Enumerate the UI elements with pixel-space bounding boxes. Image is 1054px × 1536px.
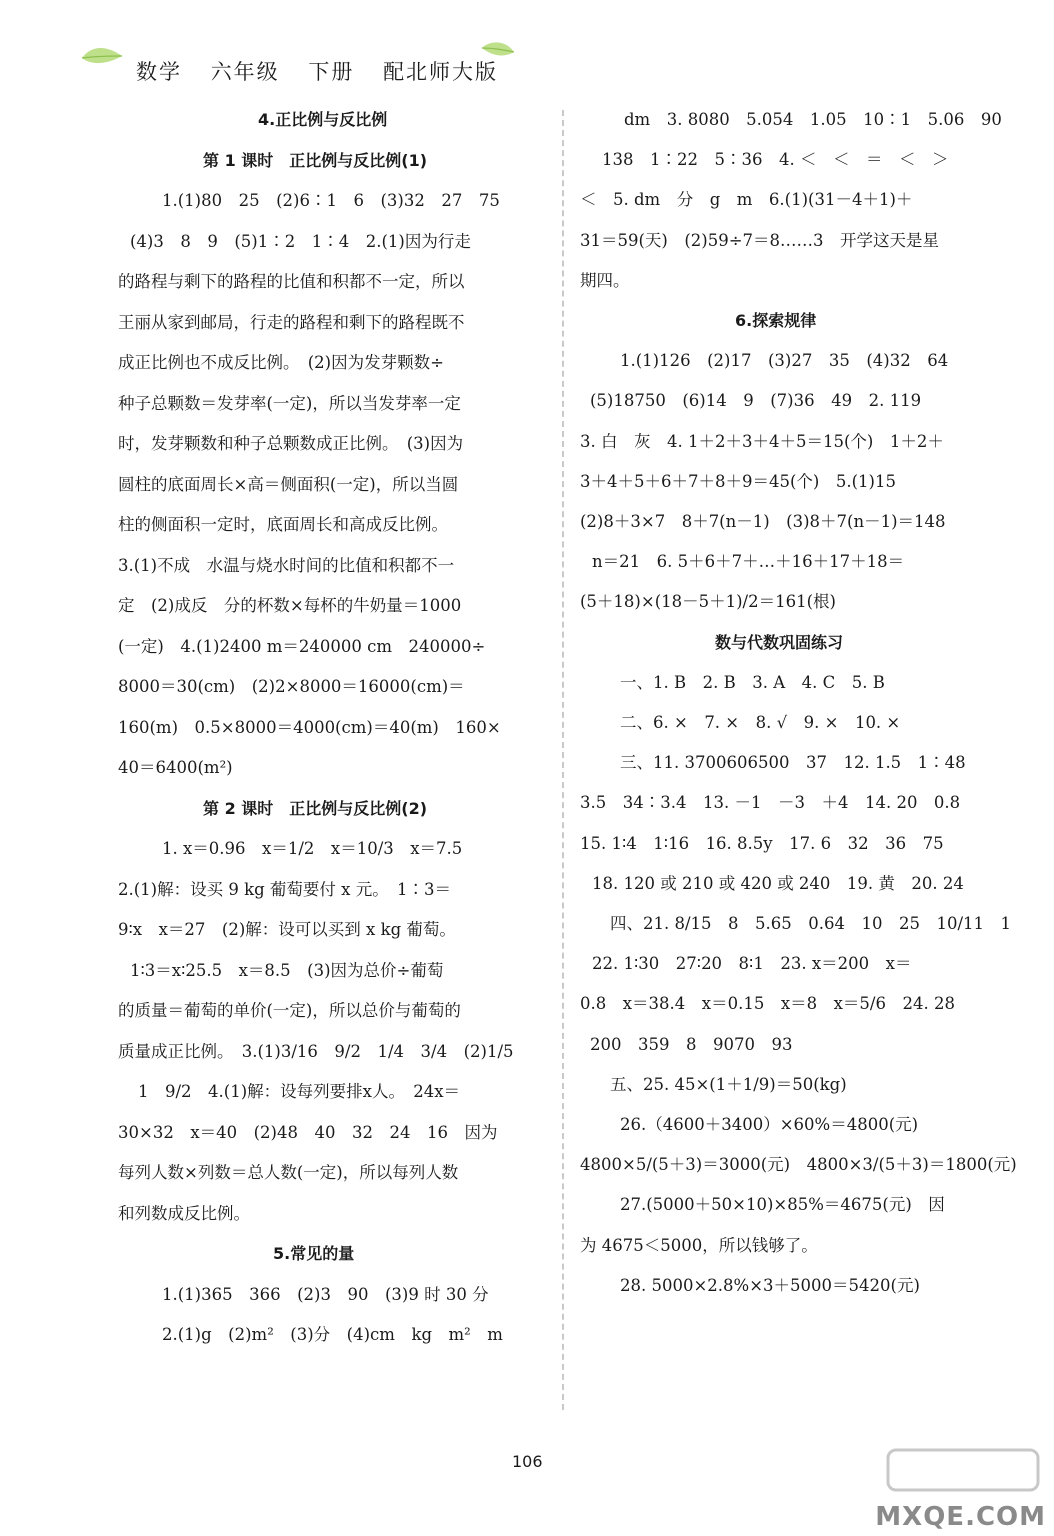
answer-line: 3.5 34∶3.4 13. －1 －3 ＋4 14. 20 0.8 (580, 793, 961, 813)
header-grade: 六年级 (210, 60, 280, 84)
leaf-left-icon (78, 40, 128, 70)
answer-line: (4)3 8 9 (5)1∶2 1∶4 2.(1)因为行走 (130, 231, 471, 251)
answer-line: n＝21 6. 5＋6＋7＋…＋16＋17＋18＝ (592, 552, 905, 572)
answer-line: 一、1. B 2. B 3. A 4. C 5. B (620, 672, 885, 692)
answer-line: 的质量＝葡萄的单价(一定)，所以总价与葡萄的 (118, 1001, 461, 1020)
page-header (78, 40, 518, 90)
answer-line: 4800×5/(5＋3)＝3000(元) 4800×3/(5＋3)＝1800(元) (580, 1155, 1017, 1175)
page-number: 106 (512, 1452, 543, 1471)
answer-line: 22. 1∶30 27∶20 8∶1 23. x＝200 x＝ (592, 954, 912, 974)
answer-line: 3＋4＋5＋6＋7＋8＋9＝45(个) 5.(1)15 (580, 471, 896, 491)
answer-line: (5＋18)×(18－5＋1)/2＝161(根) (580, 592, 836, 612)
answer-line: 的路程与剩下的路程的比值和积都不一定，所以 (118, 272, 465, 291)
answer-line: (5)18750 (6)14 9 (7)36 49 2. 119 (590, 391, 922, 411)
watermark-text: MXQE.COM (875, 1502, 1046, 1532)
header-subject: 数学 (136, 60, 182, 84)
answer-line: 1 9/2 4.(1)解：设每列要排x人。 24x＝ (138, 1082, 461, 1101)
answer-line: 成正比例也不成反比例。 (2)因为发芽颗数÷ (118, 353, 444, 372)
answer-line: 30×32 x＝40 (2)48 40 32 24 16 因为 (118, 1122, 498, 1142)
answer-line: ＜ 5. dm 分 g m 6.(1)(31－4＋1)＋ (580, 190, 913, 210)
answer-line: 2.(1)解：设买 9 kg 葡萄要付 x 元。 1∶3＝ (118, 879, 451, 899)
answer-line: 每列人数×列数＝总人数(一定)，所以每列人数 (118, 1163, 459, 1182)
answer-line: 柱的侧面积一定时，底面周长和高成反比例。 (118, 515, 448, 534)
answer-line: (一定) 4.(1)2400 m＝240000 cm 240000÷ (118, 636, 486, 656)
answer-line: 3. 白 灰 4. 1＋2＋3＋4＋5＝15(个) 1＋2＋ (580, 431, 944, 451)
answer-line: 40＝6400(m²) (118, 758, 233, 777)
section-heading: 4.正比例与反比例 (258, 110, 388, 129)
answer-line: 28. 5000×2.8%×3＋5000＝5420(元) (620, 1275, 920, 1295)
answer-line: 五、25. 45×(1＋1/9)＝50(kg) (610, 1074, 847, 1094)
answer-line: 为 4675＜5000，所以钱够了。 (580, 1235, 818, 1255)
answer-line: 18. 120 或 210 或 420 或 240 19. 黄 20. 24 (592, 873, 964, 893)
answer-line: 时，发芽颗数和种子总颗数成正比例。 (3)因为 (118, 434, 464, 453)
header-title (136, 56, 518, 86)
answer-line: 1∶3＝x∶25.5 x＝8.5 (3)因为总价÷葡萄 (130, 960, 444, 980)
section-heading: 6.探索规律 (735, 311, 817, 330)
answer-line: 1.(1)365 366 (2)3 90 (3)9 时 30 分 (162, 1284, 489, 1304)
answer-line: 160(m) 0.5×8000＝4000(cm)＝40(m) 160× (118, 717, 501, 737)
answer-line: (2)8＋3×7 8＋7(n－1) (3)8＋7(n－1)＝148 (580, 512, 946, 531)
column-divider (562, 110, 564, 1410)
answer-line: 1. x＝0.96 x＝1/2 x＝10/3 x＝7.5 (162, 839, 463, 858)
answer-line: 3.(1)不成 水温与烧水时间的比值和积都不一 (118, 555, 455, 575)
answer-line: 138 1∶22 5∶36 4. ＜ ＜ ＝ ＜ ＞ (602, 150, 949, 170)
answer-line: 定 (2)成反 分的杯数×每杯的牛奶量＝1000 (118, 596, 462, 615)
answer-line: 四、21. 8/15 8 5.65 0.64 10 25 10/11 1 (610, 914, 1012, 933)
answer-line: 8000＝30(cm) (2)2×8000＝16000(cm)＝ (118, 677, 465, 696)
answer-line: 种子总颗数＝发芽率(一定)，所以当发芽率一定 (118, 393, 461, 413)
section-heading: 5.常见的量 (273, 1244, 355, 1263)
answer-line: 二、6. × 7. × 8. √ 9. × 10. × (620, 713, 901, 732)
answer-line: dm 3. 8080 5.054 1.05 10∶1 5.06 90 (624, 110, 1002, 129)
section-heading: 第 2 课时 正比例与反比例(2) (203, 798, 428, 818)
answer-line: 9∶x x＝27 (2)解：设可以买到 x kg 葡萄。 (118, 920, 456, 939)
answer-line: 期四。 (580, 270, 630, 290)
answer-line: 27.(5000＋50×10)×85%＝4675(元) 因 (620, 1195, 945, 1215)
answer-line: 31＝59(天) (2)59÷7＝8……3 开学这天是星 (580, 230, 940, 250)
answer-line: 1.(1)126 (2)17 (3)27 35 (4)32 64 (620, 351, 949, 371)
answer-line: 三、11. 3700606500 37 12. 1.5 1∶48 (620, 753, 966, 773)
header-edition: 配北师大版 (383, 60, 499, 84)
answer-line: 2.(1)g (2)m² (3)分 (4)cm kg m² m (162, 1325, 503, 1344)
answer-line: 王丽从家到邮局，行走的路程和剩下的路程既不 (118, 312, 465, 332)
answer-line: 圆柱的底面周长×高＝侧面积(一定)，所以当圆 (118, 474, 459, 494)
header-volume: 下册 (308, 60, 355, 84)
section-heading: 第 1 课时 正比例与反比例(1) (203, 150, 428, 170)
answer-line: 质量成正比例。 3.(1)3/16 9/2 1/4 3/4 (2)1/5 (118, 1041, 514, 1061)
answer-line: 200 359 8 9070 93 (590, 1034, 793, 1054)
answer-line: 26.（4600＋3400）×60%＝4800(元) (620, 1115, 919, 1134)
section-heading: 数与代数巩固练习 (715, 632, 844, 652)
answer-line: 和列数成反比例。 (118, 1203, 250, 1223)
answer-line: 15. 1∶4 1∶16 16. 8.5y 17. 6 32 36 75 (580, 833, 944, 853)
answer-line: 0.8 x＝38.4 x＝0.15 x＝8 x＝5/6 24. 28 (580, 994, 955, 1014)
answer-line: 1.(1)80 25 (2)6∶1 6 (3)32 27 75 (162, 191, 500, 210)
